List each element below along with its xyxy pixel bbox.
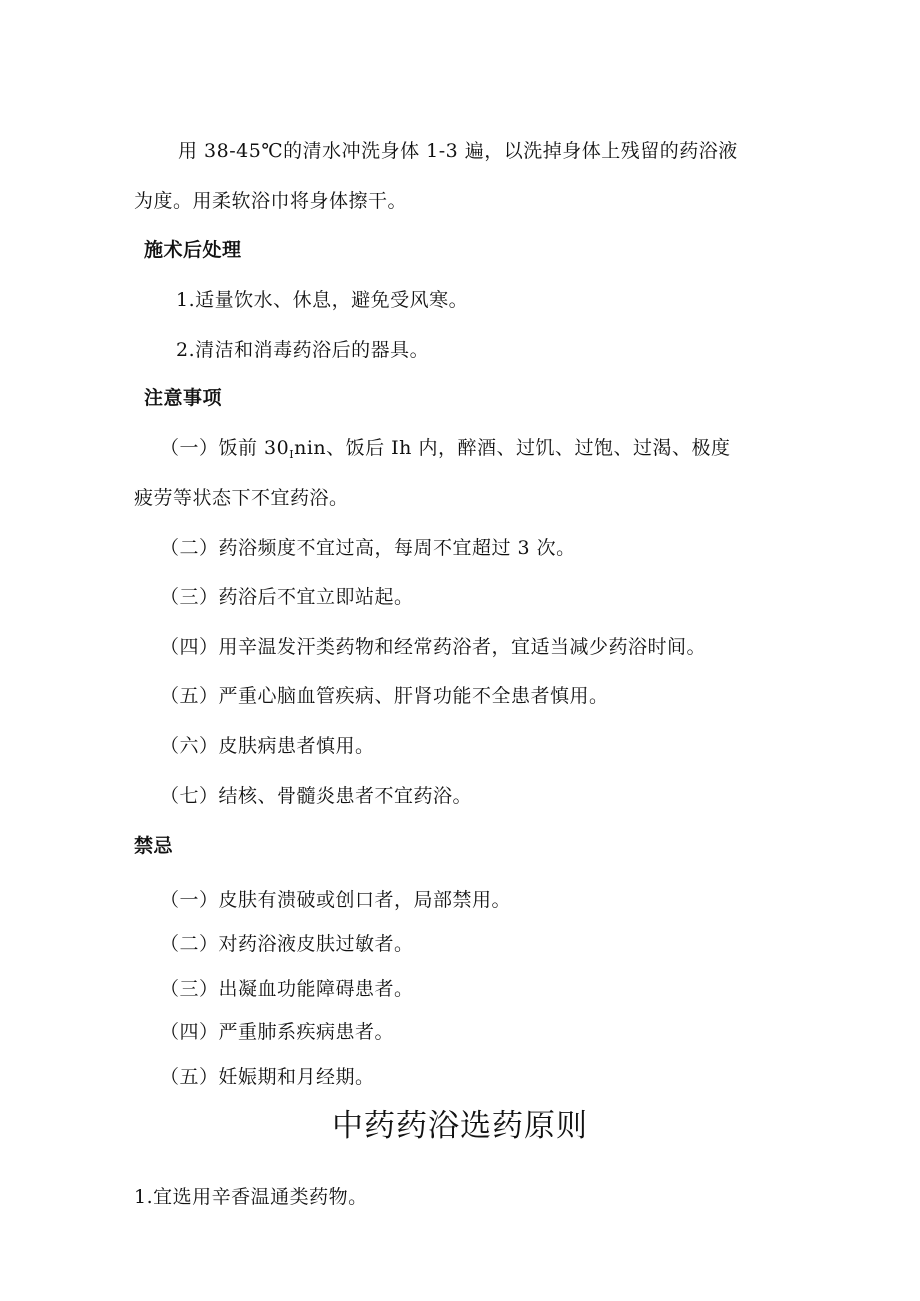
precaution-item-1-continuation: 疲劳等状态下不宜药浴。: [134, 487, 349, 509]
contraindication-item-5: （五）妊娠期和月经期。: [160, 1066, 375, 1088]
precaution-item-6: （六）皮肤病患者慎用。: [160, 735, 375, 757]
precaution-item-1: [160, 436, 730, 460]
intro-line-1: 用 38-45℃的清水冲洗身体 1-3 遍，以洗掉身体上残留的药浴液: [178, 140, 738, 162]
contraindication-item-2: （二）对药浴液皮肤过敏者。: [160, 933, 414, 955]
post-treatment-item-2: 2.清洁和消毒药浴后的器具。: [176, 339, 430, 361]
contraindication-item-4: （四）严重肺系疾病患者。: [160, 1021, 395, 1043]
precaution-item-2: （二）药浴频度不宜过高，每周不宜超过 3 次。: [160, 537, 576, 559]
contraindications-heading: 禁忌: [134, 835, 174, 857]
contraindication-item-3: （三）出凝血功能障碍患者。: [160, 978, 414, 1000]
precautions-heading: 注意事项: [144, 387, 223, 409]
post-treatment-item-1: 1.适量饮水、休息，避免受风寒。: [176, 289, 469, 311]
precaution-item-7: （七）结核、骨髓炎患者不宜药浴。: [160, 785, 473, 807]
section2-item-1: 1.宜选用辛香温通类药物。: [134, 1186, 368, 1208]
contraindication-item-1: （一）皮肤有溃破或创口者，局部禁用。: [160, 889, 512, 911]
section-title: 中药药浴选药原则: [332, 1108, 588, 1144]
precaution-item-1-text-a: （一）饭前 30: [160, 437, 290, 459]
precaution-item-3: （三）药浴后不宜立即站起。: [160, 586, 414, 608]
intro-line-2: 为度。用柔软浴巾将身体擦干。: [134, 190, 408, 212]
precaution-item-1-text-b: nin、饭后 Ih 内，醉酒、过饥、过饱、过渴、极度: [294, 437, 731, 459]
post-treatment-heading: 施术后处理: [144, 239, 242, 261]
precaution-item-5: （五）严重心脑血管疾病、肝肾功能不全患者慎用。: [160, 685, 609, 707]
precaution-item-4: （四）用辛温发汗类药物和经常药浴者，宜适当减少药浴时间。: [160, 636, 707, 658]
precaution-item-1-subscript: I: [289, 448, 295, 461]
